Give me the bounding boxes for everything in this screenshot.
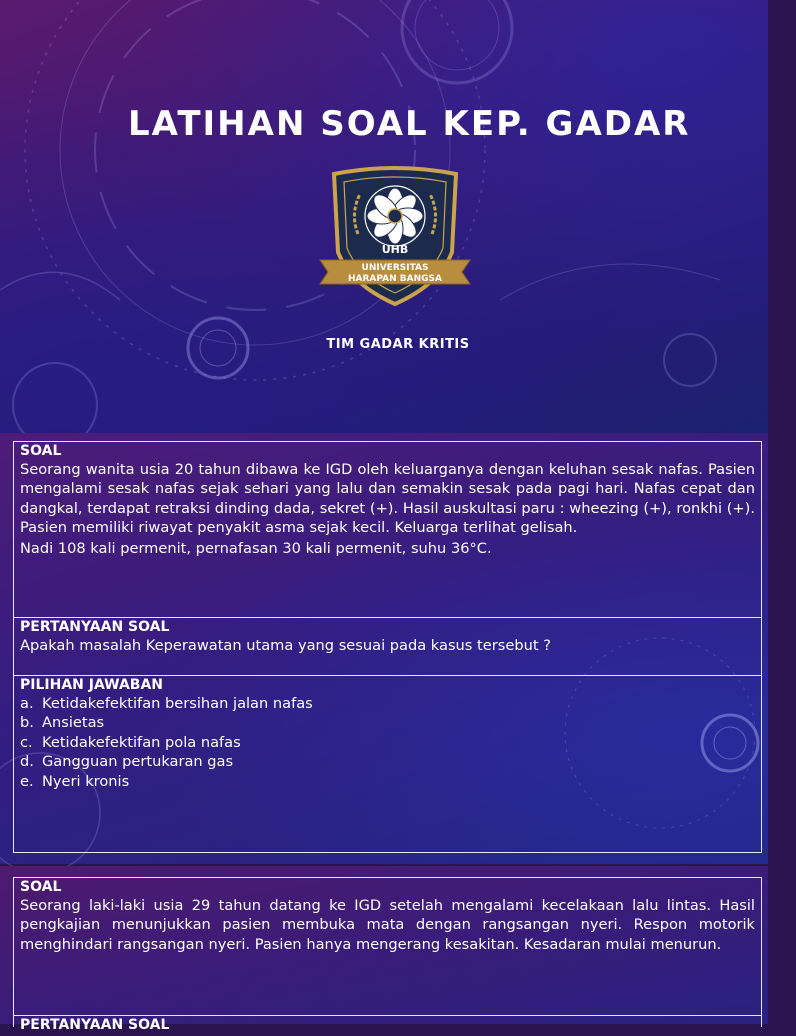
question-slide-1 <box>0 433 768 864</box>
question-label: PERTANYAAN SOAL <box>20 619 170 635</box>
university-logo <box>318 164 472 310</box>
question-cell <box>14 1016 761 1036</box>
question-table <box>13 877 762 1033</box>
case-label: SOAL <box>20 879 62 895</box>
case-text: Seorang wanita usia 20 tahun dibawa ke IGD oleh keluarganya dengan keluhan sesak nafas. Pasien mengalami sesak nafas sejak sehari yang lalu dan semakin sesak pada pagi hari. Nafas cepat dan dangkal, terdapat retraksi dinding dada, sekret (+). Hasil auskultasi paru : wheezing (+), ronkhi (+). Pasien memiliki riwayat penyakit asma sejak kecil. Keluarga terlihat gelisah. <box>20 461 755 537</box>
flower-emblem-icon <box>365 186 425 246</box>
answer-option-b: b. Ansietas <box>20 714 105 732</box>
case-label: SOAL <box>20 443 62 459</box>
case-cell <box>14 878 761 1016</box>
question-slide-2 <box>0 866 768 1033</box>
question-cell <box>14 618 761 676</box>
answer-options-list <box>20 694 755 791</box>
presentation-subtitle: TIM GADAR KRITIS <box>326 337 470 352</box>
question-text: Apakah masalah Keperawatan utama yang sesuai pada kasus tersebut ? <box>20 637 551 654</box>
logo-acronym: UHB <box>381 243 409 256</box>
presentation-title: LATIHAN SOAL KEP. GADAR <box>128 104 691 144</box>
answer-option-c: c. Ketidakefektifan pola nafas <box>20 733 241 751</box>
answer-option-e: e. Nyeri kronis <box>20 772 130 790</box>
logo-banner-line2: HARAPAN BANGSA <box>348 274 442 284</box>
question-table <box>13 441 762 853</box>
question-label: PERTANYAAN SOAL <box>20 1017 170 1033</box>
answer-options-cell <box>14 676 761 852</box>
title-slide <box>0 0 768 433</box>
case-text: Seorang laki-laki usia 29 tahun datang ke IGD setelah mengalami kecelakaan lalu lintas. Hasil pengkajian menunjukkan pasien membuka mata dengan rangsangan nyeri. Respon motorik menghindari rangsangan nyeri. Pasien hanya mengerang kesakitan. Kesadaran mulai menurun. <box>20 897 755 953</box>
logo-banner-line1: UNIVERSITAS <box>361 263 429 273</box>
answer-option-d: d. Gangguan pertukaran gas <box>20 753 234 771</box>
answer-options-label: PILIHAN JAWABAN <box>20 677 164 693</box>
answer-option-a: a. Ketidakefektifan bersihan jalan nafas <box>20 695 313 712</box>
case-vitals: Nadi 108 kali permenit, pernafasan 30 kali permenit, suhu 36°C. <box>20 539 492 557</box>
case-cell <box>14 442 761 618</box>
